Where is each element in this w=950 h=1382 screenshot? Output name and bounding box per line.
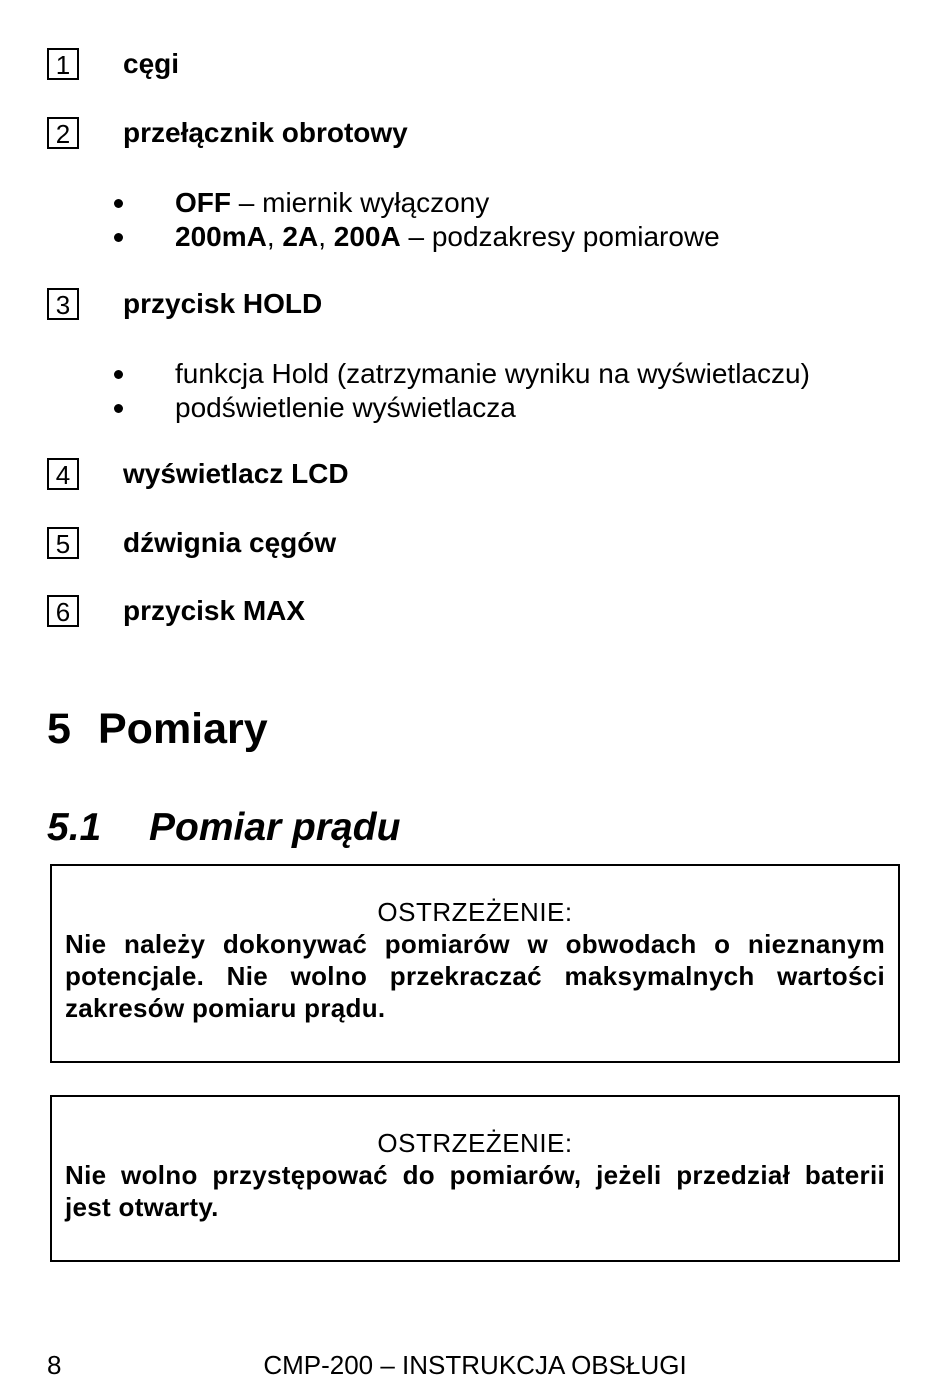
item-number-box: 5 — [47, 527, 79, 559]
switch-positions-list — [110, 186, 720, 254]
range-200a: 200A — [333, 221, 401, 252]
item-label: dźwignia cęgów — [123, 527, 337, 558]
off-description: – miernik wyłączony — [231, 187, 490, 218]
item-number-box: 1 — [47, 48, 79, 80]
item-label: przycisk HOLD — [123, 288, 323, 319]
list-item — [110, 220, 720, 254]
item-label: cęgi — [123, 48, 180, 79]
item-label: wyświetlacz LCD — [123, 458, 349, 489]
page-number: 8 — [47, 1350, 62, 1380]
item-label: przełącznik obrotowy — [123, 117, 408, 148]
item-number-box: 6 — [47, 595, 79, 627]
subsection-heading — [47, 806, 400, 850]
range-2a: 2A — [282, 221, 319, 252]
warning-box — [50, 1095, 900, 1262]
list-item: podświetlenie wyświetlacza — [110, 391, 810, 425]
list-item: funkcja Hold (zatrzymanie wyniku na wyświetlaczu) — [110, 357, 810, 391]
subsection-title: Pomiar prądu — [149, 806, 401, 849]
warning-title: OSTRZEŻENIE: — [377, 897, 573, 927]
hold-functions-list — [110, 357, 810, 425]
range-200ma: 200mA — [175, 221, 267, 252]
list-item — [110, 186, 720, 220]
ranges-description: – podzakresy pomiarowe — [400, 221, 720, 252]
warning-title: OSTRZEŻENIE: — [377, 1128, 573, 1158]
separator: , — [318, 221, 334, 252]
subsection-number: 5.1 — [47, 806, 102, 849]
item-label: przycisk MAX — [123, 595, 306, 626]
warning-text: Nie wolno przystępować do pomiarów, jeżeli przedział baterii jest otwarty. — [65, 1160, 885, 1222]
section-heading — [47, 705, 268, 754]
warning-text: Nie należy dokonywać pomiarów w obwodach o nieznanym potencjale. Nie wolno przekraczać maksymalnych wartości zakresów pomiaru prądu. — [65, 929, 885, 1023]
off-label: OFF — [175, 187, 231, 218]
item-number-box: 2 — [47, 117, 79, 149]
section-title: Pomiary — [98, 705, 268, 753]
warning-box — [50, 864, 900, 1063]
section-number: 5 — [47, 705, 71, 753]
separator: , — [266, 221, 283, 252]
item-number-box: 3 — [47, 288, 79, 320]
item-number-box: 4 — [47, 458, 79, 490]
footer-title: CMP-200 – INSTRUKCJA OBSŁUGI — [263, 1350, 687, 1380]
